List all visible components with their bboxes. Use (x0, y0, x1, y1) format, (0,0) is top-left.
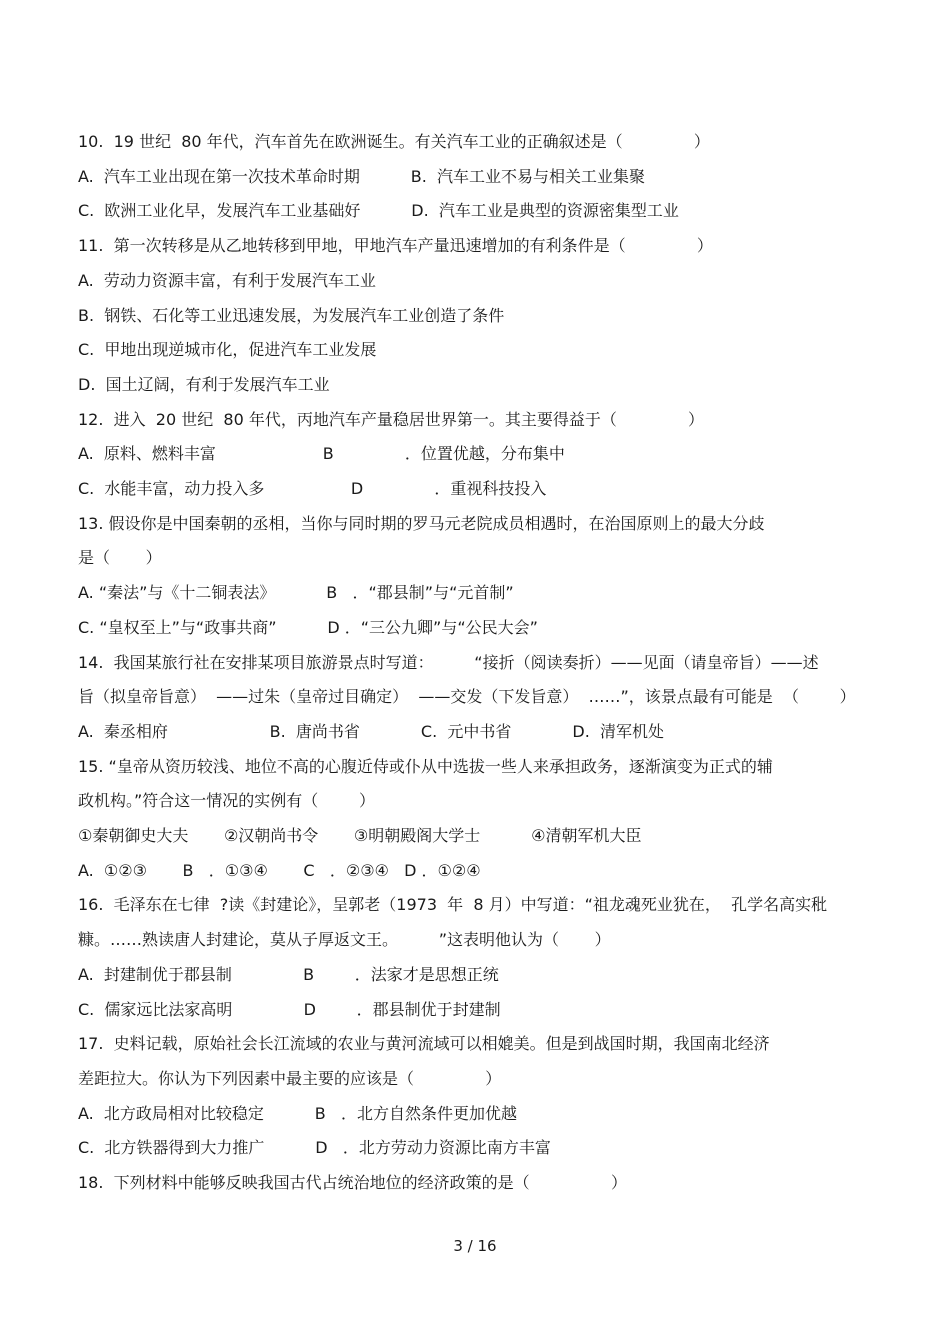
text-line: 是（ ） (78, 548, 162, 567)
text-line: 差距拉大。你认为下列因素中最主要的应该是（ ） (78, 1069, 502, 1088)
text-line: C. 儒家远比法家高明 D ．郡县制优于封建制 (78, 1000, 501, 1019)
page-number: 3 / 16 (453, 1237, 497, 1255)
text-line: 16. 毛泽东在七律 ?读《封建论》，呈郭老（1973 年 8 月）中写道：“祖龙魂死业犹在， 孔学名高实秕 (78, 895, 828, 914)
text-line: 13. 假设你是中国秦朝的丞相，当你与同时期的罗马元老院成员相遇时，在治国原则上的最大分歧 (78, 514, 765, 533)
text-line: A. 秦丞相府 B. 唐尚书省 C. 元中书省 D. 清军机处 (78, 722, 664, 741)
text-line: 政机构。”符合这一情况的实例有（ ） (78, 791, 375, 810)
text-line: 14. 我国某旅行社在安排某项目旅游景点时写道： “接折（阅读奏折）——见面（请皇帝旨）——述 (78, 653, 819, 672)
text-line: ①秦朝御史大夫 ②汉朝尚书令 ③明朝殿阁大学士 ④清朝军机大臣 (78, 826, 642, 845)
text-line: A. 劳动力资源丰富，有利于发展汽车工业 (78, 271, 376, 290)
text-line: A. “秦法”与《十二铜表法》 B ．“郡县制”与“元首制” (78, 583, 514, 602)
text-line: 糠。……熟读唐人封建论，莫从子厚返文王。 ”这表明他认为（ ） (78, 930, 611, 949)
text-line: A. ①②③ B ．①③④ C ．②③④ D ．①②④ (78, 861, 481, 880)
text-line: C. 水能丰富，动力投入多 D ．重视科技投入 (78, 479, 547, 498)
text-line: A. 北方政局相对比较稳定 B ．北方自然条件更加优越 (78, 1104, 518, 1123)
text-line: 17. 史料记载，原始社会长江流域的农业与黄河流域可以相媲美。但是到战国时期，我国南北经济 (78, 1034, 770, 1053)
text-line: B. 钢铁、石化等工业迅速发展，为发展汽车工业创造了条件 (78, 306, 505, 325)
text-line: A. 原料、燃料丰富 B ．位置优越，分布集中 (78, 444, 565, 463)
text-line: C. 北方铁器得到大力推广 D ．北方劳动力资源比南方丰富 (78, 1138, 551, 1157)
text-line: C. 欧洲工业化早，发展汽车工业基础好 D. 汽车工业是典型的资源密集型工业 (78, 201, 679, 220)
text-line: 18. 下列材料中能够反映我国古代占统治地位的经济政策的是（ ） (78, 1173, 627, 1192)
text-line: 11. 第一次转移是从乙地转移到甲地，甲地汽车产量迅速增加的有利条件是（ ） (78, 236, 713, 255)
text-line: A. 汽车工业出现在第一次技术革命时期 B. 汽车工业不易与相关工业集聚 (78, 167, 646, 186)
text-line: D. 国土辽阔，有利于发展汽车工业 (78, 375, 330, 394)
text-line: C. 甲地出现逆城市化，促进汽车工业发展 (78, 340, 377, 359)
text-line: A. 封建制优于郡县制 B ．法家才是思想正统 (78, 965, 499, 984)
text-line: 10. 19 世纪 80 年代，汽车首先在欧洲诞生。有关汽车工业的正确叙述是（ ） (78, 132, 710, 151)
text-line: C. “皇权至上”与“政事共商” D ．“三公九卿”与“公民大会” (78, 618, 538, 637)
text-line: 15. “皇帝从资历较浅、地位不高的心腹近侍或仆从中选拔一些人来承担政务，逐渐演变为正式的辅 (78, 757, 773, 776)
text-line: 12. 进入 20 世纪 80 年代，丙地汽车产量稳居世界第一。其主要得益于（ ） (78, 410, 705, 429)
text-line: 旨（拟皇帝旨意） ——过朱（皇帝过目确定） ——交发（下发旨意） ……”，该景点最有可能是 （ ） (78, 687, 856, 706)
